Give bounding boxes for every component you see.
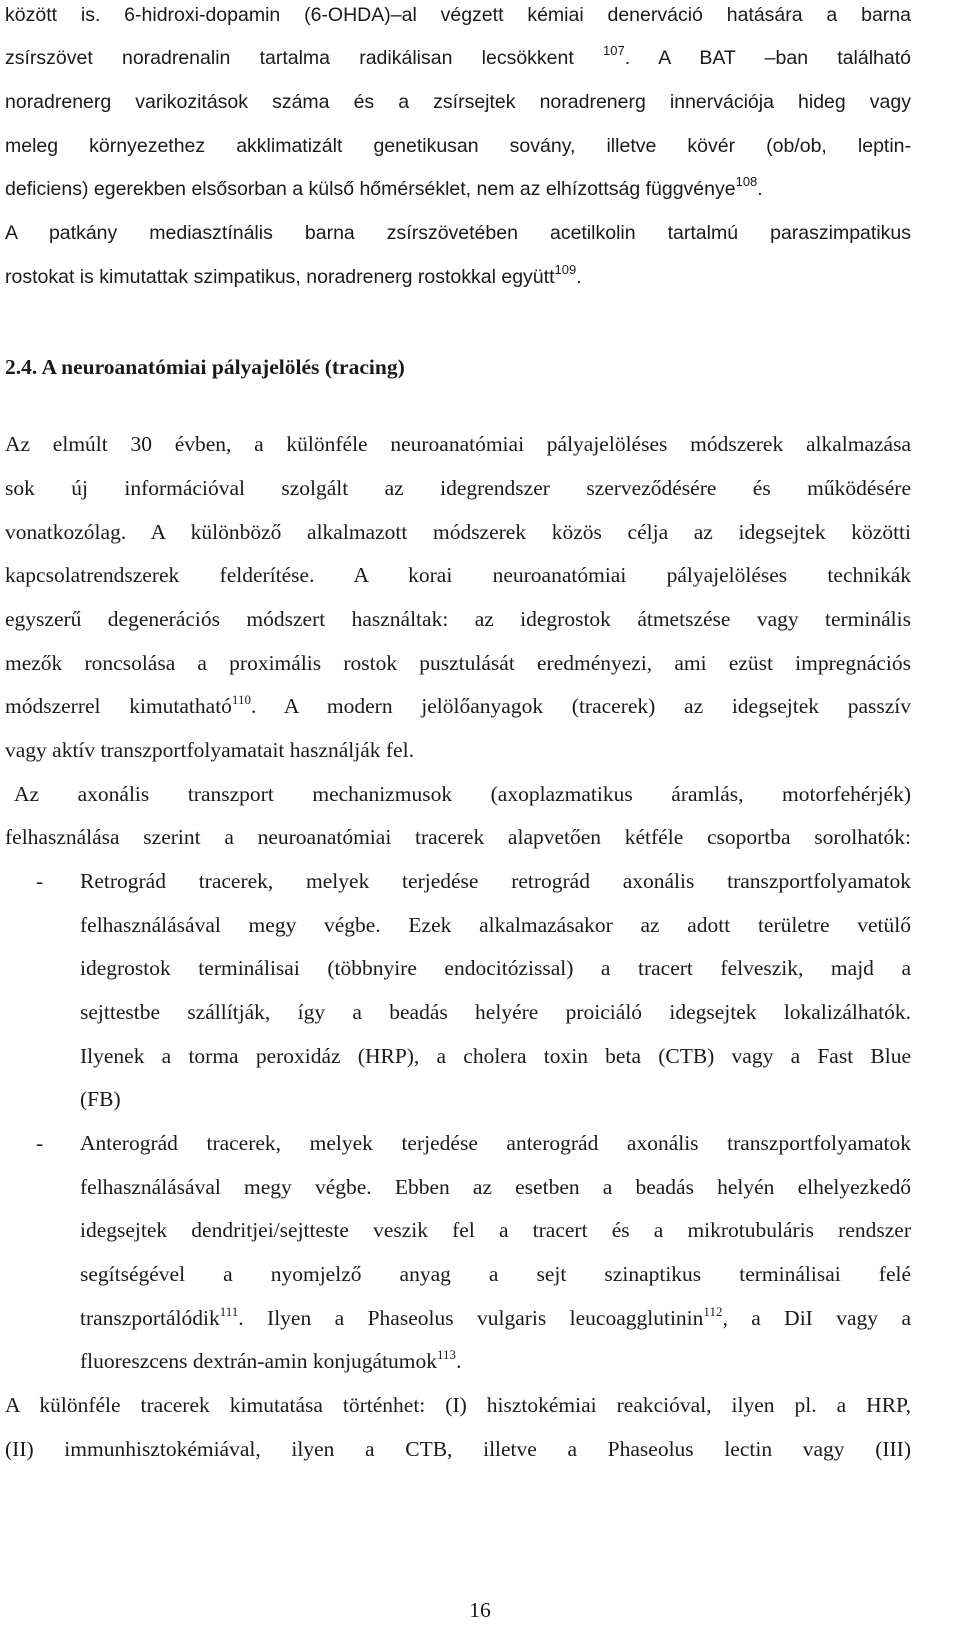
text-line: deficiens) egerekben elsősorban a külső hőmérséklet, nem az elhízottság függvénye$^{108}$. <box>5 174 763 200</box>
text-line: A különféle tracerek kimutatása történhet: (I) hisztokémiai reakcióval, ilyen pl. a HRP, <box>5 1393 911 1417</box>
text-line: vagy aktív transzportfolyamatait használják fel. <box>5 738 414 762</box>
citation-superscript: 112 <box>703 1304 723 1319</box>
list-item-line: transzportálódik$^{111}$. Ilyen a Phaseolus vulgaris leucoagglutinin$^{112}$, a DiI vagy a <box>80 1304 911 1330</box>
list-dash: - <box>36 1131 44 1155</box>
text-line: felhasználása szerint a neuroanatómiai tracerek alapvetően kétféle csoportba sorolhatók: <box>5 825 911 849</box>
list-dash: - <box>36 869 44 893</box>
text-line: meleg környezethez akklimatizált genetikusan sovány, illetve kövér (ob/ob, leptin- <box>5 135 911 157</box>
list-item-line: fluoreszcens dextrán-amin konjugátumok$^{113}$. <box>80 1347 462 1373</box>
text-line: sok új információval szolgált az idegrendszer szerveződésére és működésére <box>5 476 911 500</box>
list-item-line: segítségével a nyomjelző anyag a sejt szinaptikus terminálisai felé <box>80 1262 911 1286</box>
text-line: rostokat is kimutattak szimpatikus, noradrenerg rostokkal együtt$^{109}$. <box>5 262 582 288</box>
citation-superscript: 110 <box>231 692 251 707</box>
citation-superscript: 107 <box>602 43 625 58</box>
list-item-line: idegsejtek dendritjei/sejtteste veszik fel a tracert és a mikrotubuláris rendszer <box>80 1218 911 1242</box>
text-line: kapcsolatrendszerek felderítése. A korai neuroanatómiai pályajelöléses technikák <box>5 563 911 587</box>
text-line: (II) immunhisztokémiával, ilyen a CTB, illetve a Phaseolus lectin vagy (III) <box>5 1437 911 1461</box>
text-line: között is. 6-hidroxi-dopamin (6-OHDA)–al végzett kémiai denerváció hatására a barna <box>5 4 911 26</box>
text-line: noradrenerg varikozitások száma és a zsírsejtek noradrenerg innervációja hideg vagy <box>5 91 911 113</box>
list-item-line: sejttestbe szállítják, így a beadás helyére proiciáló idegsejtek lokalizálhatók. <box>80 1000 911 1024</box>
citation-superscript: 109 <box>554 262 577 277</box>
text-line: egyszerű degenerációs módszert használtak: az idegrostok átmetszése vagy terminális <box>5 607 911 631</box>
text-line: Az axonális transzport mechanizmusok (axoplazmatikus áramlás, motorfehérjék) <box>14 782 911 806</box>
page-number: 16 <box>469 1598 491 1622</box>
section-heading: 2.4. A neuroanatómiai pályajelölés (tracing) <box>5 355 405 379</box>
text-line: vonatkozólag. A különböző alkalmazott módszerek közös célja az idegsejtek közötti <box>5 520 911 544</box>
text-line: módszerrel kimutatható$^{110}$. A modern jelölőanyagok (tracerek) az idegsejtek passzív <box>5 692 911 718</box>
list-item-line: idegrostok terminálisai (többnyire endocitózissal) a tracert felveszik, majd a <box>80 956 911 980</box>
list-item-line: (FB) <box>80 1087 121 1111</box>
list-item-line: felhasználásával megy végbe. Ebben az esetben a beadás helyén elhelyezkedő <box>80 1175 911 1199</box>
list-item-line: Ilyenek a torma peroxidáz (HRP), a cholera toxin beta (CTB) vagy a Fast Blue <box>80 1044 911 1068</box>
text-line: A patkány mediasztínális barna zsírszövetében acetilkolin tartalmú paraszimpatikus <box>5 222 911 244</box>
list-item-line: felhasználásával megy végbe. Ezek alkalmazásakor az adott területre vetülő <box>80 913 911 937</box>
text-line: zsírszövet noradrenalin tartalma radikálisan lecsökkent $^{107}$. A BAT –ban található <box>5 43 911 69</box>
text-line: Az elmúlt 30 évben, a különféle neuroanatómiai pályajelöléses módszerek alkalmazása <box>5 432 911 456</box>
list-item-line: Retrográd tracerek, melyek terjedése retrográd axonális transzportfolyamatok <box>80 869 911 893</box>
citation-superscript: 113 <box>437 1347 457 1362</box>
list-item-line: Anterográd tracerek, melyek terjedése anterográd axonális transzportfolyamatok <box>80 1131 911 1155</box>
text-line: mezők roncsolása a proximális rostok pusztulását eredményezi, ami ezüst impregnációs <box>5 651 911 675</box>
citation-superscript: 108 <box>735 174 758 189</box>
citation-superscript: 111 <box>219 1304 239 1319</box>
